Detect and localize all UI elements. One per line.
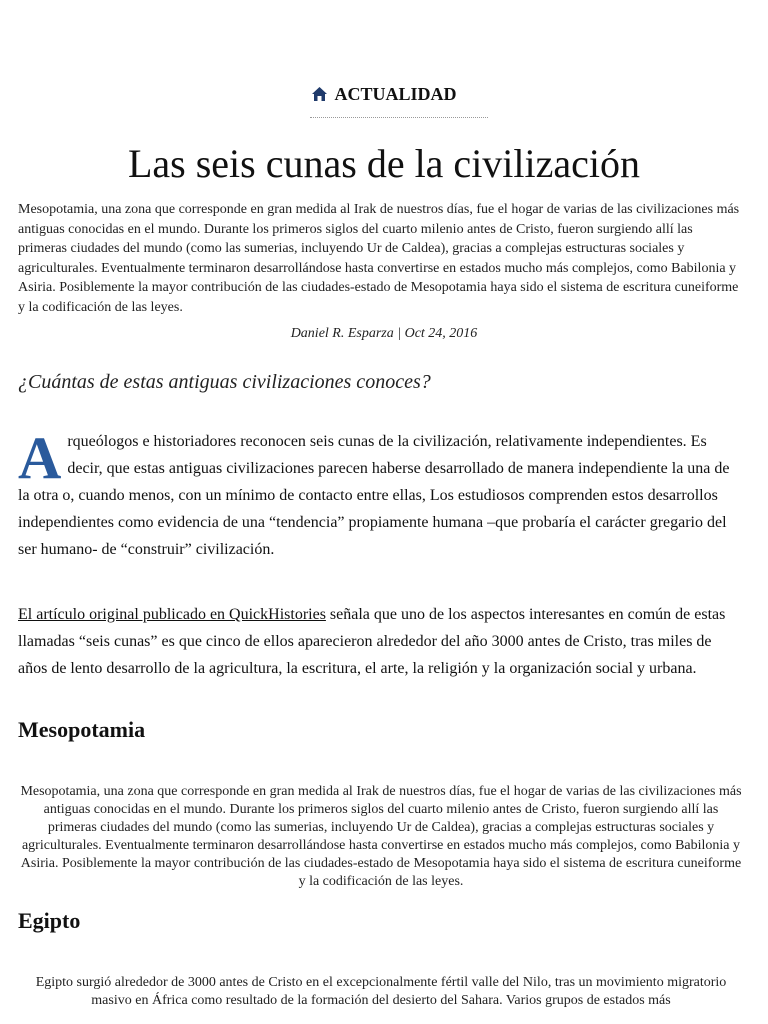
section-title: ACTUALIDAD [334, 84, 457, 104]
drop-cap: A [18, 425, 62, 491]
heading-mesopotamia: Mesopotamia [18, 717, 146, 742]
dotted-divider [310, 117, 488, 120]
article-intro: Mesopotamia, una zona que corresponde en gran medida al Irak de nuestros días, fue el hogar de varias de las civilizaciones más antiguas conocidas en el mundo. Durante los primeros siglos del cuarto milenio antes de Cristo, fueron surgiendo allí las primeras ciudades del mundo (como las sumerias, incluyendo Ur de Caldea), gracias a complejas estructuras sociales y agriculturales. Eventualmente terminaron desarrollándose hasta convertirse en estados mucho más complejos, como Babilonia y Asiria. Posiblemente la mayor contribución de las ciudades-estado de Mesopotamia haya sido el sistema de escritura cuneiforme y la codificación de las leyes. [18, 202, 740, 315]
article-title: Las seis cunas de la civilización [127, 141, 641, 186]
paragraph-1 [18, 425, 730, 563]
paragraph-2 [18, 601, 730, 682]
section-label[interactable] [0, 84, 768, 107]
home-icon [311, 86, 328, 107]
paragraph-2-text: señala que uno de los aspectos interesantes en común de estas llamadas “seis cunas” es que cinco de ellos aparecieron alrededor del año 3000 antes de Cristo, tras miles de años de lento desarrollo de la agricultura, la escritura, el arte, la religión y la organización social y urbana. [18, 606, 726, 677]
source-link[interactable]: El artículo original publicado en QuickHistories [18, 606, 326, 623]
paragraph-1-text: rqueólogos e historiadores reconocen seis cunas de la civilización, relativamente independientes. Es decir, que estas antiguas civilizaciones parecen haberse desarrollado de manera independiente la una de la otra o, cuando menos, con un mínimo de contacto entre ellas, Los estudiosos comprenden estos desarrollos independientes como evidencia de una “tendencia” propiamente humana –que probaría el carácter gregario del ser humano- de “construir” civilización. [18, 433, 730, 558]
mesopotamia-paragraph: Mesopotamia, una zona que corresponde en gran medida al Irak de nuestros días, fue el hogar de varias de las civilizaciones más antiguas conocidas en el mundo. Durante los primeros siglos del cuarto milenio antes de Cristo, fueron surgiendo allí las primeras ciudades del mundo (como las sumerias, incluyendo Ur de Caldea), gracias a complejas estructuras sociales y agriculturales. Eventualmente terminaron desarrollándose hasta convertirse en estados mucho más complejos, como Babilonia y Asiria. Posiblemente la mayor contribución de las ciudades-estado de Mesopotamia haya sido el sistema de escritura cuneiforme y la codificación de las leyes. [20, 784, 742, 889]
article-byline: Daniel R. Esparza | Oct 24, 2016 [290, 326, 478, 341]
heading-egipto: Egipto [18, 908, 81, 933]
egipto-paragraph: Egipto surgió alrededor de 3000 antes de Cristo en el excepcionalmente fértil valle del Nilo, tras un movimiento migratorio masivo en África como resultado de la formación del desierto del Sahara. Varios grupos de estados más [35, 975, 727, 1008]
article-subheading: ¿Cuántas de estas antiguas civilizaciones conoces? [18, 371, 431, 393]
